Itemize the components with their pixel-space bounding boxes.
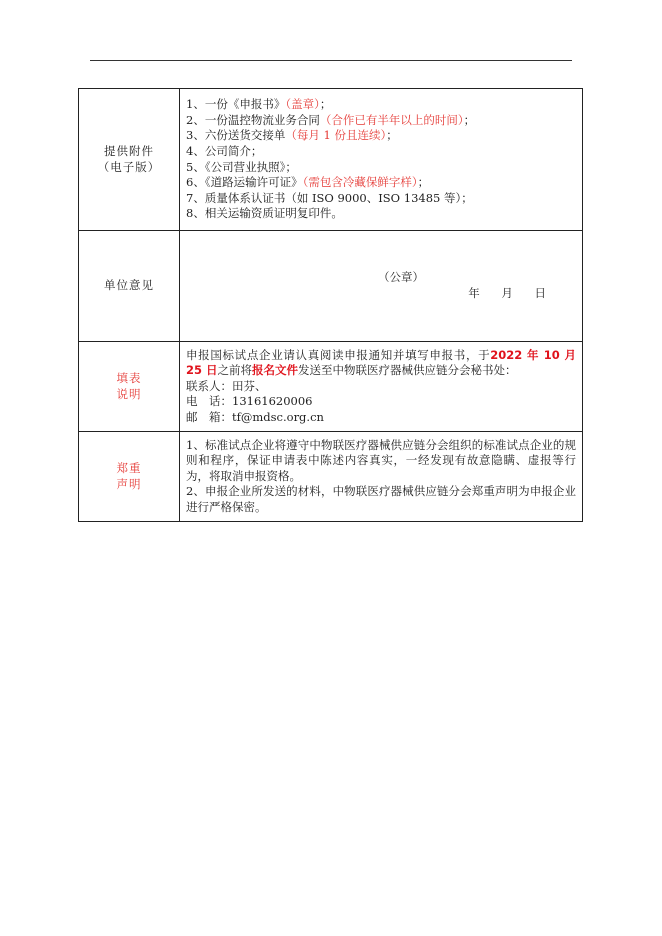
contact-email[interactable]: 邮 箱：tf@mdsc.org.cn <box>186 409 324 424</box>
attachment-note: （需包含冷藏保鲜字样） <box>302 175 418 190</box>
attachment-end: ； <box>319 97 332 112</box>
declaration-item: 1、标准试点企业将遵守中物联医疗器械供应链分会组织的标准试点企业的规则和程序，保证申请表中陈述内容真实，一经发现有故意隐瞒、虚报等行为，将取消申报资格。 <box>186 437 576 483</box>
declaration-cell <box>180 432 583 522</box>
instruction-text: 发送至中物联医疗器械供应链分会秘书处： <box>298 363 517 378</box>
attachment-item <box>186 128 576 144</box>
attachment-item <box>186 144 576 160</box>
attachment-end: ； <box>386 128 398 143</box>
label-line: （电子版） <box>97 159 161 174</box>
label-line: 声明 <box>116 476 142 491</box>
instruction-text: 之前将 <box>217 363 253 378</box>
opinion-label: 单位意见 <box>79 231 180 342</box>
attachment-text: 5、《公司营业执照》； <box>186 159 297 174</box>
attachment-text: 8、相关运输资质证明复印件。 <box>186 206 343 221</box>
attachment-text: 6、《道路运输许可证》 <box>186 175 303 190</box>
attachment-item <box>186 175 576 191</box>
instructions-row <box>79 342 583 432</box>
attachments-label <box>79 89 180 231</box>
header-rule <box>90 60 572 61</box>
attachment-end: ； <box>463 112 476 127</box>
label-line: 填表 <box>116 370 142 385</box>
attachment-text: 2、一份温控物流业务合同 <box>186 112 320 127</box>
opinion-cell <box>180 231 583 342</box>
seal-text: （公章） <box>378 270 424 285</box>
date-text: 年 月 日 <box>468 286 546 300</box>
label-line: 郑重 <box>116 460 142 475</box>
attachment-item <box>186 160 576 176</box>
declaration-item: 2、申报企业所发送的材料，中物联医疗器械供应链分会郑重声明为申报企业进行严格保密。 <box>186 484 576 514</box>
deadline: 2022 年 10 月 25 日 <box>186 347 576 378</box>
declaration-row <box>79 432 583 522</box>
attachment-note: （合作已有半年以上的时间） <box>319 112 464 127</box>
attachment-item <box>186 97 576 113</box>
attachment-note: （盖章） <box>285 97 320 112</box>
label-line: 说明 <box>116 386 142 401</box>
attachment-text: 4、公司简介； <box>186 143 263 158</box>
instructions-cell <box>180 342 583 432</box>
attachments-row <box>79 89 583 231</box>
contact-person: 联系人：田芬、 <box>186 378 267 393</box>
document-name: 报名文件 <box>252 363 299 378</box>
declaration-label <box>79 432 180 522</box>
attachment-note: （每月 1 份且连续） <box>285 128 387 143</box>
attachment-item <box>186 113 576 129</box>
attachments-list <box>180 89 583 231</box>
attachment-end: ； <box>417 175 430 190</box>
attachment-text: 3、六份送货交接单 <box>186 128 286 143</box>
instruction-text: 申报国标试点企业请认真阅读申报通知并填写申报书，于 <box>186 347 491 362</box>
attachment-text: 1、一份《申报书》 <box>186 97 286 112</box>
attachment-item <box>186 206 576 222</box>
opinion-row <box>79 231 583 342</box>
application-table <box>78 88 583 522</box>
attachment-text: 7、质量体系认证书（如 ISO 9000、ISO 13485 等）； <box>186 190 473 205</box>
contact-phone: 电 话：13161620006 <box>186 394 313 409</box>
instructions-label <box>79 342 180 432</box>
attachment-item <box>186 191 576 207</box>
label-line: 提供附件 <box>104 143 154 158</box>
